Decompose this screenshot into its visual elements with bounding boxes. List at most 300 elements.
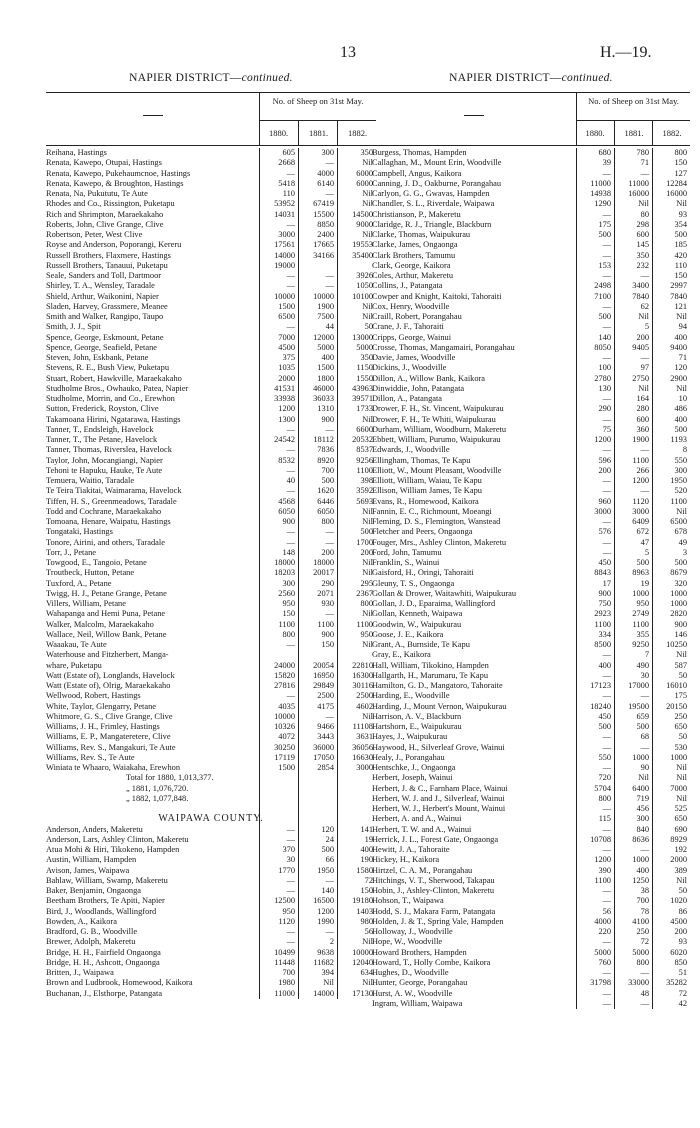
holder-name: Crosse, Thomas, Mangamairi, Porangahau bbox=[372, 342, 515, 352]
sheep-count-1882: 8679 bbox=[670, 568, 687, 578]
sheep-count-1880: 8843 bbox=[594, 568, 611, 578]
holder-name: Dickins, J., Woodville bbox=[372, 363, 447, 373]
sheep-count-1880: 6050 bbox=[278, 506, 295, 516]
sheep-count-1880: 334 bbox=[598, 629, 611, 639]
sheep-count-1882: 50 bbox=[364, 322, 373, 332]
sheep-count-1881: 90 bbox=[640, 763, 649, 772]
table-row bbox=[46, 855, 376, 865]
sheep-count-1881: 44 bbox=[325, 322, 334, 332]
holder-name: Wahapanga and Hemi Puna, Petane bbox=[46, 609, 166, 619]
sheep-count-1881: 2749 bbox=[632, 609, 649, 619]
right-title-continued: continued. bbox=[561, 72, 613, 84]
sheep-count-1880: 450 bbox=[598, 711, 611, 721]
sheep-count-1882: 1050 bbox=[356, 281, 373, 291]
sheep-count-1881: — bbox=[640, 353, 649, 362]
holder-name: Waterhouse and Fitzherbert, Manga- bbox=[46, 650, 169, 660]
sheep-count-1882: 39571 bbox=[352, 394, 373, 403]
table-row bbox=[46, 169, 376, 179]
table-row bbox=[372, 671, 690, 681]
table-row bbox=[46, 374, 376, 384]
sheep-count-1880: 300 bbox=[282, 578, 295, 588]
sheep-count-1880: 3000 bbox=[594, 506, 611, 516]
sheep-count-1882: 150 bbox=[674, 271, 687, 280]
sheep-count-1880: 720 bbox=[598, 773, 611, 783]
table-row bbox=[46, 261, 376, 271]
sheep-count-1882: 11108 bbox=[352, 722, 373, 731]
sheep-count-1882: 3 bbox=[682, 547, 687, 557]
sheep-count-1880: — bbox=[602, 742, 611, 752]
table-row bbox=[372, 978, 690, 988]
sheep-count-1880: — bbox=[286, 691, 295, 701]
sheep-count-1881: 71 bbox=[640, 158, 649, 168]
sheep-count-1881: 719 bbox=[636, 793, 649, 803]
table-row bbox=[46, 825, 376, 835]
sheep-count-1880: 1500 bbox=[278, 763, 295, 772]
sheep-count-1880: 2923 bbox=[594, 609, 611, 619]
table-row bbox=[46, 230, 376, 240]
sheep-count-1881: — bbox=[640, 845, 649, 854]
holder-name: Brown and Ludbrook, Homewood, Kaikora bbox=[46, 978, 193, 988]
sheep-count-1882: 900 bbox=[674, 619, 687, 629]
table-row bbox=[372, 650, 690, 660]
column-rule bbox=[298, 148, 299, 999]
sheep-count-1881: 1000 bbox=[632, 588, 649, 598]
table-row bbox=[372, 538, 690, 548]
table-row bbox=[46, 220, 376, 230]
sheep-count-1880: — bbox=[286, 465, 295, 475]
header-dash bbox=[143, 115, 163, 116]
sheep-count-1880: — bbox=[602, 650, 611, 660]
table-row bbox=[372, 958, 690, 968]
holder-name: Harding, J., Mount Vernon, Waipukurau bbox=[372, 701, 507, 711]
sheep-count-1881: 1500 bbox=[317, 363, 334, 373]
table-row bbox=[372, 640, 690, 650]
holder-name: Howard, T., Holly Combe, Kaikora bbox=[372, 957, 491, 967]
holder-name: Fannin, E. C., Richmount, Moeangi bbox=[372, 506, 492, 516]
holder-name: Chandler, S. L., Riverdale, Waipawa bbox=[372, 199, 495, 209]
table-row bbox=[46, 558, 376, 568]
sheep-count-1882: 520 bbox=[674, 486, 687, 496]
sheep-count-1880: 1200 bbox=[278, 404, 295, 414]
sheep-count-1880: 900 bbox=[282, 517, 295, 526]
table-row bbox=[372, 866, 690, 876]
holder-name: Holden, J. & T., Spring Vale, Hampden bbox=[372, 916, 504, 926]
sheep-count-1881: 30 bbox=[640, 670, 649, 680]
sheep-count-1880: 1290 bbox=[594, 199, 611, 209]
sheep-count-1880: 5418 bbox=[278, 178, 295, 188]
sheep-count-1881: — bbox=[640, 445, 649, 455]
holder-name: Canning, J. D., Oakburne, Porangahau bbox=[372, 178, 502, 188]
sheep-count-1881: — bbox=[325, 927, 334, 936]
sheep-count-1881: 20054 bbox=[313, 660, 334, 670]
sheep-count-1880: — bbox=[602, 486, 611, 496]
table-row bbox=[46, 466, 376, 476]
sheep-count-1882: Nil bbox=[362, 558, 373, 567]
sheep-count-1880: — bbox=[602, 732, 611, 742]
holder-name: Hope, W., Woodville bbox=[372, 937, 443, 947]
table-row bbox=[372, 773, 690, 783]
sheep-count-1881: 200 bbox=[636, 332, 649, 342]
sheep-count-1881: 9250 bbox=[632, 640, 649, 649]
sheep-count-1881: — bbox=[325, 609, 334, 619]
sheep-count-1881: 298 bbox=[636, 219, 649, 229]
table-row bbox=[46, 640, 376, 650]
sheep-count-1882: 93 bbox=[678, 209, 687, 219]
sheep-count-1881: 145 bbox=[636, 240, 649, 250]
sheep-count-1881: 14000 bbox=[313, 988, 334, 998]
sheep-count-1882: 56 bbox=[364, 927, 373, 936]
table-row bbox=[372, 302, 690, 312]
sheep-count-1880: 10499 bbox=[274, 947, 295, 957]
sheep-count-1880: 1120 bbox=[278, 916, 295, 926]
sheep-count-1882: Nil bbox=[676, 199, 687, 209]
sheep-count-1881: 930 bbox=[321, 599, 334, 608]
sheep-count-1882: Nil bbox=[362, 568, 373, 578]
sheep-count-1881: 80 bbox=[640, 209, 649, 219]
table-row bbox=[46, 271, 376, 281]
sheep-count-1882: 192 bbox=[674, 845, 687, 854]
sheep-count-1880: 11448 bbox=[274, 957, 295, 967]
column-rule bbox=[259, 148, 260, 999]
holder-name: Christianson, P., Makeretu bbox=[372, 209, 461, 219]
table-row bbox=[46, 681, 376, 691]
sheep-count-1882: 12284 bbox=[666, 178, 687, 188]
sheep-count-1882: 1150 bbox=[356, 363, 373, 373]
sheep-count-1881: 780 bbox=[636, 148, 649, 157]
table-row bbox=[372, 527, 690, 537]
sheep-count-1881: 7500 bbox=[317, 312, 334, 321]
sheep-count-1882: 22810 bbox=[352, 660, 373, 670]
left-column-title bbox=[46, 72, 376, 86]
sheep-count-1881: 2750 bbox=[632, 373, 649, 383]
sheep-count-1882: Nil bbox=[362, 158, 373, 168]
sheep-count-1881: 659 bbox=[636, 711, 649, 721]
table-row bbox=[372, 896, 690, 906]
holder-name: Herbert, Joseph, Wainui bbox=[372, 773, 453, 783]
sheep-count-1882: 1733 bbox=[356, 404, 373, 414]
table-row bbox=[46, 210, 376, 220]
holder-name: Villers, William, Petane bbox=[46, 599, 126, 608]
sheep-count-1881: — bbox=[325, 158, 334, 168]
sheep-count-1882: Nil bbox=[362, 609, 373, 619]
sheep-count-1880: 11000 bbox=[590, 178, 611, 188]
sheep-count-1882: 1950 bbox=[670, 476, 687, 485]
right-column-title bbox=[372, 72, 690, 86]
sheep-count-1882: 10 bbox=[678, 394, 687, 403]
sheep-count-1882: 17130 bbox=[352, 988, 373, 998]
holder-name: Evans, R., Homewood, Kaikora bbox=[372, 496, 479, 506]
table-row bbox=[372, 517, 690, 527]
sheep-count-1882: Nil bbox=[676, 312, 687, 321]
holder-name: Ellingham, Thomas, Te Kapu bbox=[372, 455, 471, 465]
sheep-count-1880: 148 bbox=[282, 547, 295, 557]
sheep-count-1881: Nil bbox=[638, 773, 649, 783]
table-row bbox=[46, 866, 376, 876]
holder-name: Watt (Estate of), Olrig, Maraekakaho bbox=[46, 681, 171, 690]
sheep-count-1881: 840 bbox=[636, 824, 649, 834]
sheep-count-1880: 14938 bbox=[590, 189, 611, 198]
table-row bbox=[372, 743, 690, 753]
table-row bbox=[372, 763, 690, 773]
table-row bbox=[46, 179, 376, 189]
sheep-count-1880: — bbox=[602, 988, 611, 998]
sheep-count-1881: 33000 bbox=[628, 978, 649, 988]
holder-name: Hurst, A. W., Woodville bbox=[372, 988, 453, 998]
sheep-count-1880: 576 bbox=[598, 527, 611, 537]
sheep-count-1882: 127 bbox=[674, 168, 687, 178]
sheep-count-1882: 110 bbox=[674, 260, 687, 270]
table-row bbox=[372, 599, 690, 609]
sheep-count-1882: 420 bbox=[674, 250, 687, 260]
sheep-count-1880: — bbox=[602, 670, 611, 680]
table-row bbox=[372, 476, 690, 486]
holder-name: Clarke, James, Ongaonga bbox=[372, 240, 458, 250]
holder-name: Haywood, H., Silverleaf Grove, Wainui bbox=[372, 742, 505, 752]
sheep-count-1882: 72 bbox=[678, 988, 687, 998]
sheep-count-1880: — bbox=[286, 281, 295, 291]
table-row bbox=[46, 845, 376, 855]
holder-name: Tongataki, Hastings bbox=[46, 527, 113, 537]
sheep-count-1882: 3000 bbox=[356, 763, 373, 772]
sheep-count-1881: 8963 bbox=[632, 568, 649, 578]
holder-name: Temuera, Waitio, Taradale bbox=[46, 476, 135, 485]
holder-name: Takamoana Hirini, Ngatarawa, Hastings bbox=[46, 414, 181, 424]
sheep-count-1881: 200 bbox=[321, 547, 334, 557]
holder-name: Williams, Rev. S., Mangakuri, Te Aute bbox=[46, 742, 176, 752]
holder-name: Hallgarth, H., Marumaru, Te Kapu bbox=[372, 670, 489, 680]
sheep-count-1881: 7836 bbox=[317, 445, 334, 455]
holder-name: Watt (Estate of), Longlands, Havelock bbox=[46, 670, 175, 680]
table-row bbox=[46, 435, 376, 445]
sheep-count-1882: 550 bbox=[674, 455, 687, 465]
table-row bbox=[372, 804, 690, 814]
table-row bbox=[46, 517, 376, 527]
sheep-count-1881: 6050 bbox=[317, 506, 334, 516]
sheep-count-1880: 33938 bbox=[274, 394, 295, 403]
holder-name: Drower, F. H., St. Vincent, Waipukurau bbox=[372, 404, 504, 414]
holder-name: Winiata te Whaaro, Waiakaha, Erewhon bbox=[46, 763, 181, 772]
sheep-count-1882: 9400 bbox=[670, 342, 687, 352]
table-row bbox=[372, 281, 690, 291]
sheep-count-1882: 800 bbox=[674, 148, 687, 157]
sheep-count-1881: 3400 bbox=[632, 281, 649, 291]
sheep-count-1882: 86 bbox=[678, 906, 687, 916]
sheep-count-1881: 7 bbox=[644, 650, 649, 660]
sheep-count-1882: 320 bbox=[674, 578, 687, 588]
table-row bbox=[372, 189, 690, 199]
table-row bbox=[372, 456, 690, 466]
sheep-count-1881: Nil bbox=[323, 978, 334, 988]
sheep-count-1880: — bbox=[602, 322, 611, 332]
year-1882-header: 1882. bbox=[337, 121, 377, 145]
sheep-count-1881: 120 bbox=[321, 824, 334, 834]
sheep-count-1881: 1310 bbox=[317, 404, 334, 414]
sheep-count-1881: 24 bbox=[325, 834, 334, 844]
sheep-count-1880: — bbox=[286, 445, 295, 455]
sheep-count-1880: 596 bbox=[598, 455, 611, 465]
sheep-count-1881: 72 bbox=[640, 937, 649, 947]
table-row bbox=[372, 220, 690, 230]
sheep-count-1880: 450 bbox=[598, 558, 611, 567]
table-row bbox=[372, 691, 690, 701]
holder-name: Bird, J., Woodlands, Wallingford bbox=[46, 906, 157, 916]
sheep-count-1880: — bbox=[602, 968, 611, 977]
sheep-count-1880: 18203 bbox=[274, 568, 295, 578]
total-line bbox=[46, 773, 376, 783]
sheep-count-1881: 1120 bbox=[632, 496, 649, 506]
sheep-count-1880: 500 bbox=[598, 722, 611, 731]
sheep-count-1880: — bbox=[602, 886, 611, 895]
table-row bbox=[46, 691, 376, 701]
sheep-count-1882: 1100 bbox=[356, 619, 373, 629]
table-row bbox=[46, 753, 376, 763]
holder-name: Rhodes and Co., Rissington, Puketapu bbox=[46, 199, 175, 209]
table-row bbox=[372, 292, 690, 302]
sheep-count-1880: 27816 bbox=[274, 681, 295, 690]
sheep-count-1880: 370 bbox=[282, 845, 295, 854]
holder-name: Ford, John, Tamumu bbox=[372, 547, 442, 557]
sheep-count-1881: 700 bbox=[321, 465, 334, 475]
table-row bbox=[46, 948, 376, 958]
sheep-count-1882: 850 bbox=[674, 957, 687, 967]
holder-name: Shirley, T. A., Wensley, Taradale bbox=[46, 281, 155, 291]
sheep-count-1880: 18240 bbox=[590, 701, 611, 711]
sheep-count-1881: 11000 bbox=[628, 178, 649, 188]
sheep-count-1882: 150 bbox=[674, 158, 687, 168]
table-row bbox=[372, 722, 690, 732]
holder-name: Hall, William, Tikokino, Hampden bbox=[372, 660, 489, 670]
sheep-count-1881: 950 bbox=[636, 599, 649, 608]
table-row bbox=[46, 538, 376, 548]
spacer bbox=[46, 804, 376, 814]
sheep-count-1880: 140 bbox=[598, 332, 611, 342]
sheep-count-1882: 30116 bbox=[352, 681, 373, 690]
table-row bbox=[46, 476, 376, 486]
holder-name: whare, Puketapu bbox=[46, 660, 102, 670]
sheep-count-1880: 5000 bbox=[594, 947, 611, 957]
table-row bbox=[46, 743, 376, 753]
holder-name: Fouger, Mrs., Ashley Clinton, Makeretu bbox=[372, 537, 507, 547]
holder-name: Hirtzel, C. A. M., Porangahau bbox=[372, 865, 473, 875]
holder-name: Atua Mohi & Hiri, Tikokeno, Hampden bbox=[46, 845, 180, 854]
sheep-count-1882: 43963 bbox=[352, 383, 373, 393]
table-row bbox=[372, 620, 690, 630]
sheep-count-1882: 2367 bbox=[356, 588, 373, 598]
sheep-count-1882: 678 bbox=[674, 527, 687, 537]
sheep-count-1882: 2900 bbox=[670, 373, 687, 383]
table-row bbox=[372, 794, 690, 804]
sheep-count-1880: — bbox=[286, 640, 295, 649]
sheep-count-1882: 400 bbox=[674, 414, 687, 424]
sheep-count-1881: 1200 bbox=[317, 906, 334, 916]
holder-name: Beetham Brothers, Te Apiti, Napier bbox=[46, 896, 165, 906]
table-row bbox=[372, 353, 690, 363]
sheep-count-1880: 500 bbox=[598, 230, 611, 239]
sheep-count-1881: 1620 bbox=[317, 486, 334, 496]
right-title-text: NAPIER DISTRICT— bbox=[449, 72, 562, 84]
table-row bbox=[372, 548, 690, 558]
holder-name: Tonore, Airini, and others, Taradale bbox=[46, 537, 165, 547]
holder-name: Russell Brothers, Tanauui, Puketapu bbox=[46, 260, 168, 270]
sheep-count-1881: 16500 bbox=[313, 896, 334, 906]
sheep-count-1880: 8500 bbox=[594, 640, 611, 649]
sheep-count-1881: 164 bbox=[636, 394, 649, 403]
holder-name: Renata, Kawepo, Otupai, Hastings bbox=[46, 158, 162, 168]
sheep-count-1881: 1100 bbox=[632, 619, 649, 629]
table-row bbox=[372, 814, 690, 824]
right-column bbox=[372, 70, 690, 1009]
sheep-count-1882: 16300 bbox=[352, 670, 373, 680]
sheep-count-1881: 490 bbox=[636, 660, 649, 670]
sheep-count-1881: 2400 bbox=[317, 230, 334, 239]
sheep-count-1882: 2820 bbox=[670, 609, 687, 619]
table-row bbox=[46, 896, 376, 906]
sheep-count-1881: 350 bbox=[636, 250, 649, 260]
holder-name: Davie, James, Woodville bbox=[372, 353, 456, 362]
holder-name: Tanner, T., The Petane, Havelock bbox=[46, 435, 158, 444]
sheep-count-1880: — bbox=[602, 547, 611, 557]
sheep-count-1880: — bbox=[286, 486, 295, 496]
holder-name: Herbert, J. & C., Farnham Place, Wainui bbox=[372, 783, 508, 793]
holder-name: Harrison, A. V., Blackburn bbox=[372, 711, 462, 721]
holder-name: Whitmore, G. S., Clive Grange, Clive bbox=[46, 711, 173, 721]
sheep-count-1881: 500 bbox=[636, 558, 649, 567]
sheep-count-1882: 1700 bbox=[356, 537, 373, 547]
section-heading bbox=[46, 814, 376, 824]
table-row bbox=[372, 374, 690, 384]
holder-name: Tomoana, Henare, Waipatu, Hastings bbox=[46, 517, 171, 526]
table-row bbox=[372, 240, 690, 250]
holder-name: Russell Brothers, Flaxmere, Hastings bbox=[46, 250, 171, 260]
sheep-count-1882: 19180 bbox=[352, 896, 373, 906]
sheep-count-1882: Nil bbox=[362, 937, 373, 947]
total-line-text: Total for 1880, 1,013,377. bbox=[126, 773, 214, 783]
holder-name: Drower, F. H., Te Whiti, Waipukurau bbox=[372, 414, 496, 424]
sheep-count-1882: 16010 bbox=[666, 681, 687, 690]
holder-name: Tiffen, H. S., Greenmeadows, Taradale bbox=[46, 496, 177, 506]
holder-name: Carlyon, G. G., Gwavas, Hampden bbox=[372, 189, 490, 198]
table-row bbox=[372, 394, 690, 404]
table-row bbox=[372, 835, 690, 845]
sheep-count-1881: 6140 bbox=[317, 178, 334, 188]
table-row bbox=[46, 548, 376, 558]
sheep-count-1881: 2071 bbox=[317, 588, 334, 598]
holder-name: Gollan, Kenneth, Waipawa bbox=[372, 609, 463, 619]
holder-name: Hartshorn, E., Waipukurau bbox=[372, 722, 462, 731]
holder-name: Harding, E., Woodville bbox=[372, 691, 450, 701]
holder-name: Collins, J., Patangata bbox=[372, 281, 443, 291]
sheep-count-1882: 5000 bbox=[356, 342, 373, 352]
table-row bbox=[372, 661, 690, 671]
sheep-count-1880: — bbox=[602, 804, 611, 813]
holder-name: Tehoni te Hapuku, Hauke, Te Aute bbox=[46, 465, 163, 475]
sheep-count-1882: 650 bbox=[674, 722, 687, 731]
sheep-count-1880: — bbox=[286, 219, 295, 229]
holder-name: Towgood, E., Tangoio, Petane bbox=[46, 558, 147, 567]
table-row bbox=[46, 353, 376, 363]
sheep-count-1881: 400 bbox=[321, 353, 334, 362]
sheep-count-1880: — bbox=[602, 445, 611, 455]
sheep-count-1880: 30 bbox=[286, 855, 295, 865]
sheep-count-1880: 605 bbox=[282, 148, 295, 157]
table-row bbox=[46, 158, 376, 168]
sheep-count-1882: 10000 bbox=[352, 947, 373, 957]
sheep-count-1880: 800 bbox=[598, 793, 611, 803]
table-row bbox=[372, 333, 690, 343]
sheep-count-1881: 394 bbox=[321, 968, 334, 977]
table-row bbox=[372, 507, 690, 517]
table-row bbox=[372, 589, 690, 599]
